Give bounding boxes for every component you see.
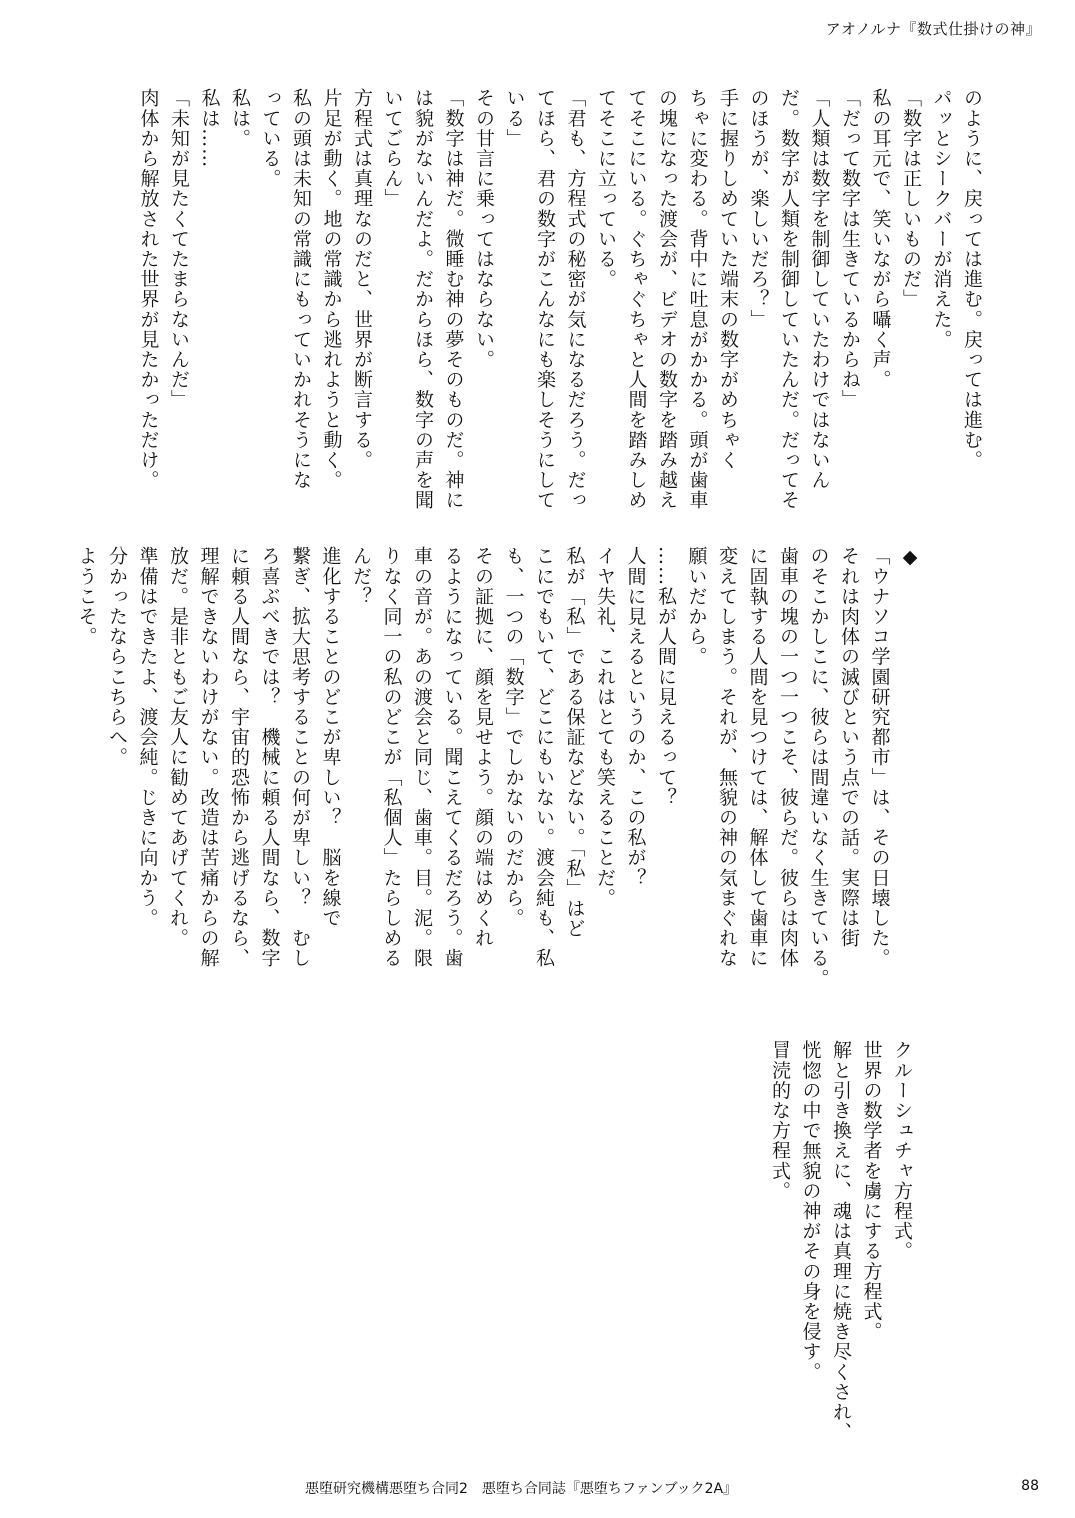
text-column: 「人類は数字を制御していたわけではないん bbox=[808, 88, 831, 490]
text-column: 車の音が。あの渡会と同じ、歯車。目。泥。限 bbox=[411, 546, 433, 969]
header-title: アオノルナ『数式仕掛けの神』 bbox=[825, 20, 1041, 38]
text-column: 分かったならこちらへ。 bbox=[106, 546, 128, 768]
text-column: 片足が動く。地の常識から逃れようと動く。 bbox=[320, 88, 343, 490]
text-column: 肉体から解放された世界が見たかっただけ。 bbox=[137, 88, 160, 490]
text-column: 繋ぎ、拡大思考することの何が卑しい？ むし bbox=[289, 546, 311, 969]
text-column: だ。数字が人類を制御していたんだ。だってそ bbox=[778, 88, 800, 511]
text-column: 「ウナソコ学園研究都市」は、その日壊した。 bbox=[868, 546, 891, 969]
text-column: 願いだから。 bbox=[685, 546, 708, 667]
text-column: のそこかしこに、彼らは間違いなく生きている。 bbox=[807, 546, 830, 989]
text-column: んだ？ bbox=[350, 546, 372, 607]
text-column: ろ喜ぶべきでは？ 機械に頼る人間なら、数字 bbox=[258, 546, 281, 969]
text-column: 放だ。是非ともご友人に勧めてあげてくれ。 bbox=[167, 546, 189, 948]
text-column: クルーシュチャ方程式。 bbox=[891, 1040, 913, 1262]
text-column: ◆ bbox=[899, 546, 921, 570]
text-column: 私は。 bbox=[229, 88, 251, 149]
text-column: イヤ失礼、これはとても笑えることだ。 bbox=[594, 546, 616, 908]
text-column: 進化することのどこが卑しい？ 脳を線で bbox=[319, 546, 342, 928]
text-block-2 bbox=[75, 546, 925, 989]
text-column: 私の頭は未知の常識にもっていかれそうにな bbox=[290, 88, 312, 490]
text-column: 世界の数学者を虜にする方程式。 bbox=[860, 1040, 883, 1342]
text-column: ようこそ。 bbox=[75, 546, 98, 647]
text-column: のように、戻っては進む。戻っては進む。 bbox=[961, 88, 983, 470]
text-column: 解と引き換えに、魂は真理に焼き尽くされ、 bbox=[830, 1040, 852, 1442]
text-column: 人間に見えるというのか、この私が？ bbox=[624, 546, 647, 888]
text-column: いてごらん」 bbox=[381, 88, 404, 209]
text-column: その証拠に、顔を見せよう。顔の端はめくれ bbox=[472, 546, 494, 948]
text-column: のほうが、楽しいだろ？」 bbox=[747, 88, 770, 330]
text-column: それは肉体の滅びという点での話。実際は街 bbox=[838, 546, 860, 948]
text-column: に固執する人間を見つけては、解体して歯車に bbox=[746, 546, 769, 969]
text-column: ちゃに変わる。背中に吐息がかかる。頭が歯車 bbox=[686, 88, 709, 511]
text-column: るようになっている。聞こえてくるだろう。歯 bbox=[441, 546, 464, 969]
text-column: ……私が人間に見えるって？ bbox=[655, 546, 677, 808]
page-number: 88 bbox=[1021, 1478, 1039, 1494]
text-block-1 bbox=[137, 88, 987, 538]
footer-credit: 悪堕研究機構悪堕ち合同2 悪堕ち合同誌『悪堕ちファンブック2A』 bbox=[305, 1481, 738, 1497]
text-column: パッとシークバーが消えた。 bbox=[930, 88, 953, 350]
text-column: りなく同一の私のどこが「私個人」たらしめる bbox=[380, 546, 403, 969]
text-column: 方程式は真理なのだと、世界が断言する。 bbox=[351, 88, 373, 470]
text-block-3 bbox=[769, 1040, 917, 1480]
text-column: いる」 bbox=[503, 88, 526, 149]
text-column: 手に握りしめていた端末の数字がめちゃく bbox=[717, 88, 739, 470]
text-column: その甘言に乗ってはならない。 bbox=[473, 88, 495, 370]
text-column: てそこに立っている。 bbox=[595, 88, 617, 289]
text-column: 「数字は神だ。微睡む神の夢そのものだ。神に bbox=[442, 88, 465, 511]
text-column: てそこにいる。ぐちゃぐちゃと人間を踏みしめ bbox=[625, 88, 648, 511]
text-column: 私の耳元で、笑いながら囁く声。 bbox=[869, 88, 892, 390]
footer bbox=[0, 1478, 1075, 1498]
text-column: 私は…… bbox=[198, 88, 221, 169]
text-column: 準備はできたよ、渡会純。じきに向かう。 bbox=[136, 546, 159, 928]
text-column: に頼る人間なら、宇宙的恐怖から逃げるなら、 bbox=[228, 546, 250, 969]
text-column: こにでもいて、どこにもいない。渡会純も、私 bbox=[533, 546, 555, 969]
text-column: 「未知が見たくてたまらないんだ」 bbox=[168, 88, 190, 410]
text-column: も、一つの「数字」でしかないのだから。 bbox=[502, 546, 525, 928]
text-column: 冒涜的な方程式。 bbox=[769, 1040, 791, 1201]
text-column: の塊になった渡会が、ビデオの数字を踏み越え bbox=[656, 88, 678, 511]
text-column: 私が「私」である保証などない。「私」はど bbox=[563, 546, 586, 939]
text-column: 変えてしまう。それが、無貌の神の気まぐれな bbox=[716, 546, 738, 969]
text-column: 「君も、方程式の秘密が気になるだろう。だっ bbox=[564, 88, 587, 511]
text-column: てほら、君の数字がこんなにも楽しそうにして bbox=[534, 88, 556, 511]
text-column: 「数字は正しいものだ」 bbox=[900, 88, 922, 310]
text-column: っている。 bbox=[259, 88, 282, 189]
text-column: 恍惚の中で無貌の神がその身を侵す。 bbox=[799, 1040, 822, 1382]
text-column: 歯車の塊の一つ一つこそ、彼らだ。彼らは肉体 bbox=[777, 546, 799, 969]
text-column: 理解できないわけがない。改造は苦痛からの解 bbox=[197, 546, 220, 969]
text-column: は貌がないんだよ。だからほら、数字の声を聞 bbox=[412, 88, 434, 511]
text-column: 「だって数字は生きているからね」 bbox=[839, 88, 861, 410]
